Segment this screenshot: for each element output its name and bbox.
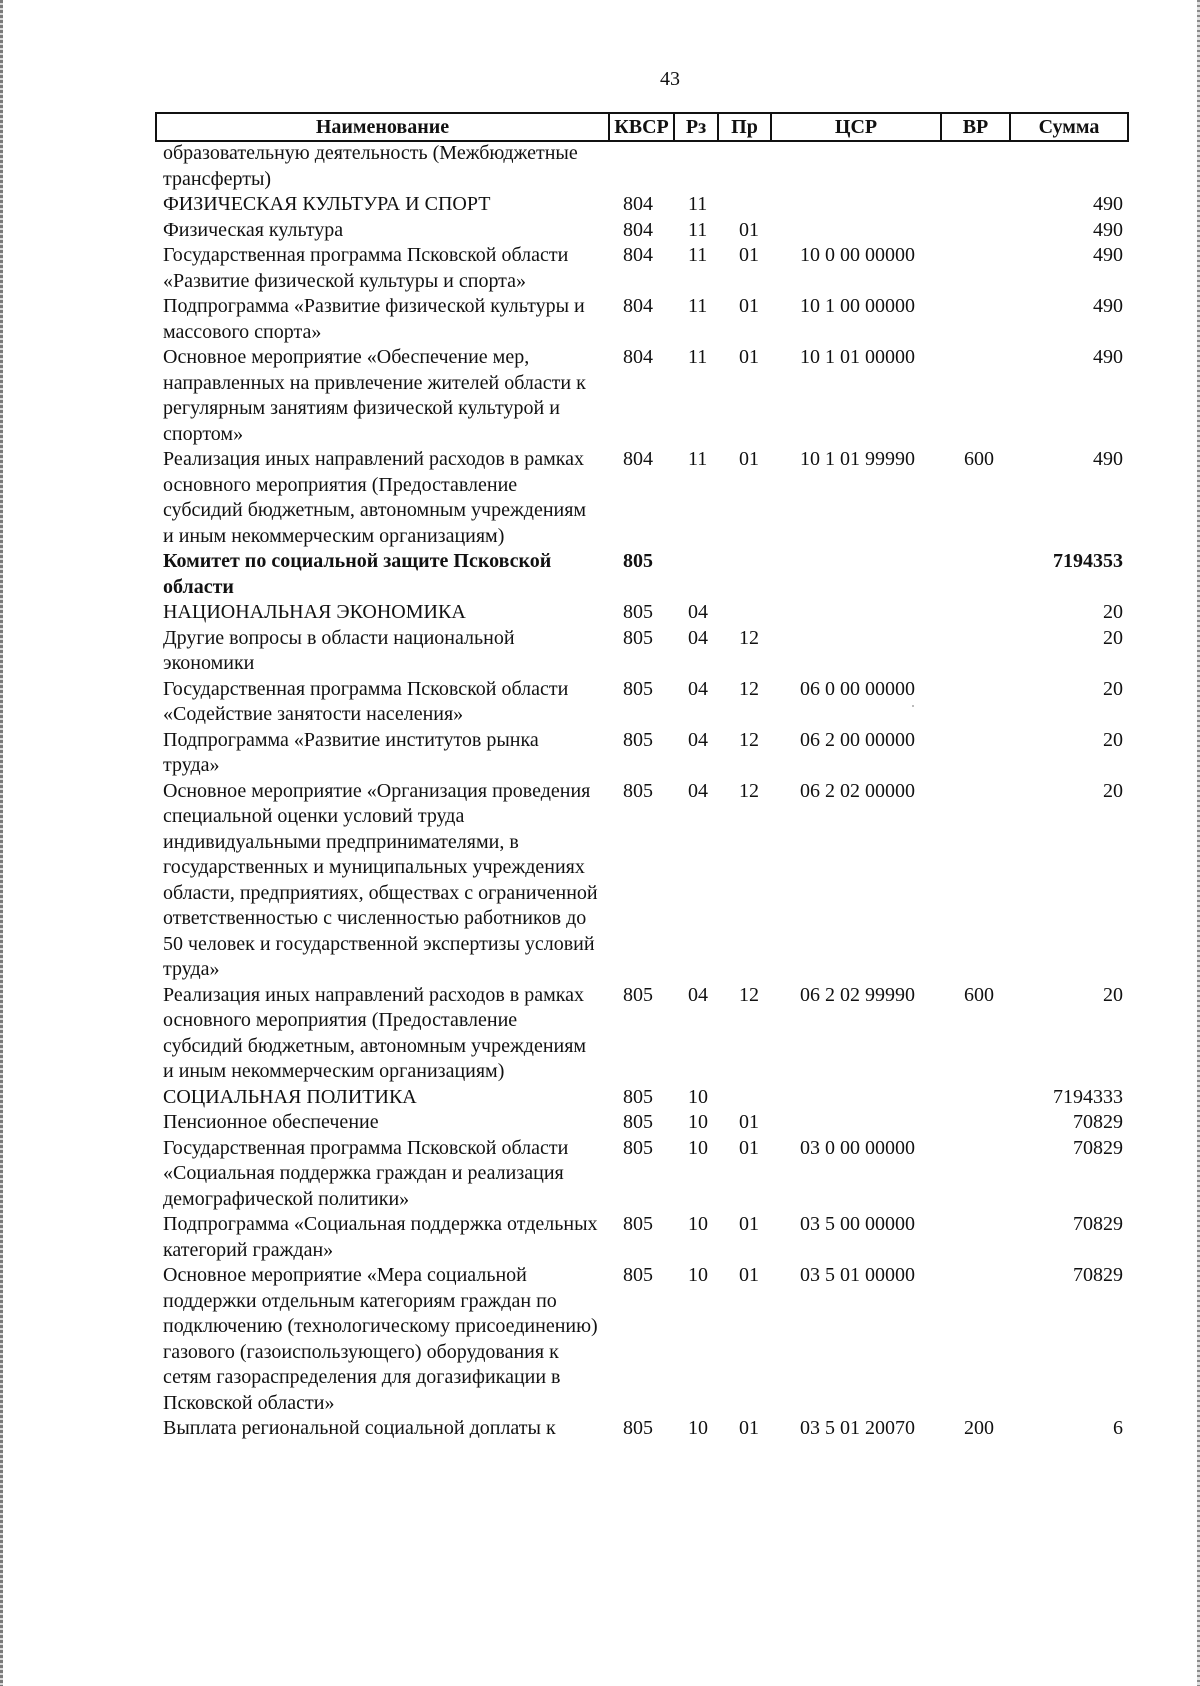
row-sum: 6	[1113, 1417, 1123, 1439]
row-pr: 01	[739, 1264, 759, 1286]
row-pr: 01	[739, 1213, 759, 1235]
row-name: НАЦИОНАЛЬНАЯ ЭКОНОМИКА	[163, 601, 466, 623]
row-sum: 20	[1103, 728, 1123, 751]
row-rz: 11	[688, 244, 708, 266]
row-rz: 11	[688, 218, 708, 241]
row-sum: 490	[1093, 244, 1123, 266]
row-pr: 01	[739, 346, 759, 368]
row-pr: 12	[739, 626, 759, 649]
row-sum: 490	[1093, 193, 1123, 215]
row-kvsr: 804	[623, 193, 653, 215]
row-rz: 04	[688, 601, 708, 623]
row-pr: 01	[739, 1111, 759, 1133]
table-row	[163, 549, 1123, 600]
row-pr: 01	[739, 295, 759, 317]
header-pr: Пр	[731, 116, 758, 138]
header-sum: Сумма	[1038, 116, 1100, 138]
scan-edge-left	[0, 0, 3, 1686]
table-row	[163, 626, 1123, 677]
row-vr: 600	[964, 983, 994, 1006]
table-row	[163, 192, 1123, 218]
row-vr: 200	[964, 1417, 994, 1439]
header-kvsr: КВСР	[614, 116, 669, 138]
row-vr: 600	[964, 448, 994, 470]
row-name: Подпрограмма «Развитие институтов рынка труда»	[163, 728, 539, 776]
row-pr: 12	[739, 983, 759, 1006]
row-name: Государственная программа Псковской области «Содействие занятости населения»	[163, 677, 569, 725]
row-kvsr: 805	[623, 677, 653, 700]
table-row	[163, 1416, 1123, 1442]
row-pr: 12	[739, 728, 759, 751]
row-sum: 20	[1103, 626, 1123, 649]
table-row	[163, 728, 1123, 779]
table-row	[163, 1136, 1123, 1213]
row-name: ФИЗИЧЕСКАЯ КУЛЬТУРА И СПОРТ	[163, 193, 491, 215]
row-sum: 20	[1103, 779, 1123, 802]
table-row	[163, 447, 1123, 549]
row-name: Выплата региональной социальной доплаты к	[163, 1417, 556, 1439]
row-rz: 04	[688, 728, 708, 751]
row-sum: 70829	[1073, 1111, 1123, 1133]
table-row	[163, 677, 1123, 728]
row-pr: 01	[739, 244, 759, 266]
row-sum: 490	[1093, 218, 1123, 241]
row-kvsr: 805	[623, 1264, 653, 1286]
table-row	[163, 1212, 1123, 1263]
row-name: Основное мероприятие «Мера социальной поддержки отдельным категориям граждан по подключению (технологическому присоединению) газового (газоиспользующего) оборудования к сетям газораспределения для догазификации в Псковской области»	[163, 1264, 598, 1414]
row-name: Физическая культура	[163, 218, 344, 241]
row-name: Государственная программа Псковской области «Социальная поддержка граждан и реализация демографической политики»	[163, 1136, 569, 1210]
table-row	[163, 1085, 1123, 1111]
row-kvsr: 805	[623, 983, 653, 1006]
row-csr: 10 1 01 99990	[800, 448, 915, 470]
row-kvsr: 805	[623, 550, 653, 572]
table-row	[163, 141, 1123, 192]
row-sum: 490	[1093, 346, 1123, 368]
row-kvsr: 805	[623, 601, 653, 623]
row-sum: 70829	[1073, 1136, 1123, 1159]
row-sum: 490	[1093, 295, 1123, 317]
row-rz: 10	[688, 1085, 708, 1108]
header-vr: ВР	[962, 116, 989, 138]
table-row	[163, 218, 1123, 244]
table-row	[163, 294, 1123, 345]
row-rz: 04	[688, 983, 708, 1006]
table-row	[163, 1110, 1123, 1136]
row-kvsr: 804	[623, 448, 653, 470]
row-rz: 11	[688, 346, 708, 368]
row-csr: 06 2 02 00000	[800, 779, 915, 802]
row-name: Подпрограмма «Развитие физической культуры и массового спорта»	[163, 295, 585, 343]
row-kvsr: 804	[623, 295, 653, 317]
row-sum: 490	[1093, 448, 1123, 470]
row-sum: 70829	[1073, 1213, 1123, 1235]
row-csr: 03 5 00 00000	[800, 1213, 915, 1235]
row-rz: 10	[688, 1264, 708, 1286]
row-name: Подпрограмма «Социальная поддержка отдельных категорий граждан»	[163, 1213, 598, 1261]
row-name: Пенсионное обеспечение	[163, 1111, 379, 1133]
row-csr: 03 5 01 00000	[800, 1264, 915, 1286]
row-sum: 7194333	[1053, 1085, 1123, 1108]
row-kvsr: 805	[623, 626, 653, 649]
table-row	[163, 600, 1123, 626]
row-rz: 10	[688, 1136, 708, 1159]
row-csr: 10 1 01 00000	[800, 346, 915, 368]
row-rz: 11	[688, 448, 708, 470]
row-rz: 10	[688, 1417, 708, 1439]
row-kvsr: 805	[623, 1136, 653, 1159]
row-name: образовательную деятельность (Межбюджетные трансферты)	[163, 142, 578, 190]
row-name: Реализация иных направлений расходов в рамках основного мероприятия (Предоставление субсидий бюджетным, автономным учреждениям и иным некоммерческим организациям)	[163, 448, 587, 547]
table-row	[163, 779, 1123, 983]
row-rz: 10	[688, 1213, 708, 1235]
row-rz: 04	[688, 779, 708, 802]
row-csr: 06 0 00 00000	[800, 677, 915, 700]
row-name: Основное мероприятие «Организация проведения специальной оценки условий труда индивидуальными предпринимателями, в государственных и муниципальных учреждениях области, предприятиях, обществах с ограниченной ответственностью с численностью работников до 50 человек и государственной экспертизы условий труда»	[163, 779, 598, 980]
row-pr: 01	[739, 218, 759, 241]
row-rz: 04	[688, 677, 708, 700]
row-kvsr: 805	[623, 1111, 653, 1133]
table-row	[163, 1263, 1123, 1416]
table-row	[163, 243, 1123, 294]
row-pr: 12	[739, 779, 759, 802]
row-kvsr: 805	[623, 1417, 653, 1439]
row-rz: 11	[688, 295, 708, 317]
row-pr: 12	[739, 677, 759, 700]
table-header	[155, 112, 1129, 142]
header-csr: ЦСР	[834, 116, 878, 138]
row-name: Комитет по социальной защите Псковской области	[163, 550, 552, 598]
row-name: Основное мероприятие «Обеспечение мер, направленных на привлечение жителей области к регулярным занятиям физической культурой и спортом»	[163, 346, 586, 445]
row-rz: 10	[688, 1111, 708, 1133]
row-sum: 7194353	[1053, 550, 1123, 572]
row-name: СОЦИАЛЬНАЯ ПОЛИТИКА	[163, 1085, 417, 1108]
row-kvsr: 805	[623, 779, 653, 802]
row-kvsr: 804	[623, 244, 653, 266]
row-rz: 11	[688, 193, 708, 215]
table-body	[163, 141, 1123, 1442]
row-sum: 70829	[1073, 1264, 1123, 1286]
row-pr: 01	[739, 1417, 759, 1439]
row-name: Реализация иных направлений расходов в рамках основного мероприятия (Предоставление субсидий бюджетным, автономным учреждениям и иным некоммерческим организациям)	[163, 983, 587, 1082]
row-sum: 20	[1103, 983, 1123, 1006]
row-csr: 03 5 01 20070	[800, 1417, 915, 1439]
row-csr: 06 2 02 99990	[800, 983, 915, 1006]
header-name: Наименование	[315, 116, 450, 138]
row-name: Государственная программа Псковской области «Развитие физической культуры и спорта»	[163, 244, 569, 292]
row-rz: 04	[688, 626, 708, 649]
row-csr: 10 0 00 00000	[800, 244, 915, 266]
row-pr: 01	[739, 1136, 759, 1159]
row-csr: 10 1 00 00000	[800, 295, 915, 317]
page-number: 43	[660, 68, 680, 90]
row-csr: 06 2 00 00000	[800, 728, 915, 751]
row-pr: 01	[739, 448, 759, 470]
row-kvsr: 805	[623, 728, 653, 751]
scan-speck	[912, 705, 914, 707]
row-kvsr: 805	[623, 1085, 653, 1108]
row-kvsr: 804	[623, 218, 653, 241]
row-kvsr: 804	[623, 346, 653, 368]
table-row	[163, 345, 1123, 447]
row-sum: 20	[1103, 677, 1123, 700]
row-kvsr: 805	[623, 1213, 653, 1235]
row-name: Другие вопросы в области национальной экономики	[163, 626, 515, 674]
header-rz: Рз	[685, 116, 707, 138]
row-sum: 20	[1103, 601, 1123, 623]
row-csr: 03 0 00 00000	[800, 1136, 915, 1159]
table-row	[163, 983, 1123, 1085]
